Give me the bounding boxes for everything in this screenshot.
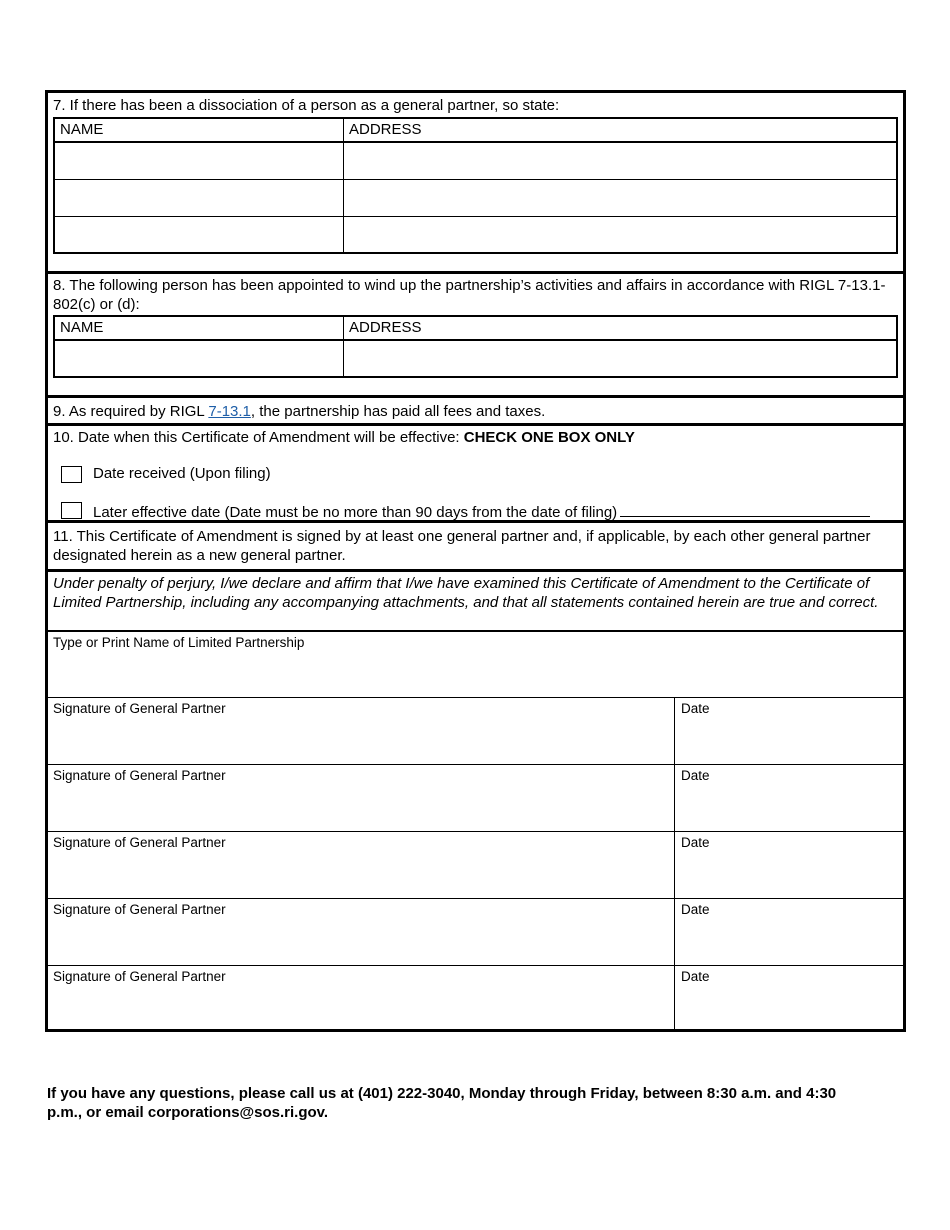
address-column-header: ADDRESS	[349, 319, 422, 336]
check-one-box-notice: CHECK ONE BOX ONLY	[463, 429, 635, 446]
address-field[interactable]	[344, 180, 896, 216]
date-label: Date	[681, 701, 710, 716]
upon-filing-label: Date received (Upon filing)	[93, 465, 271, 482]
effective-date-field[interactable]	[620, 502, 870, 517]
name-field[interactable]	[55, 143, 344, 179]
rigl-link[interactable]: 7-13.1	[208, 403, 251, 420]
lp-name-section[interactable]	[48, 630, 903, 697]
signature-row	[48, 965, 903, 1029]
wind-up-table	[53, 315, 898, 378]
signature-label: Signature of General Partner	[53, 835, 226, 850]
address-field[interactable]	[344, 341, 896, 376]
date-label: Date	[681, 768, 710, 783]
section-9-suffix: , the partnership has paid all fees and taxes.	[250, 403, 546, 420]
perjury-statement	[48, 569, 903, 630]
lp-name-label: Type or Print Name of Limited Partnership	[53, 635, 305, 650]
address-field[interactable]	[344, 143, 896, 179]
signature-row	[48, 764, 903, 831]
address-field[interactable]	[344, 217, 896, 252]
later-date-label: Later effective date (Date must be no more than 90 days from the date of filing)	[93, 504, 618, 521]
signature-label: Signature of General Partner	[53, 902, 226, 917]
table-row	[55, 216, 896, 252]
contact-footer: If you have any questions, please call us at (401) 222-3040, Monday through Friday, between 8:30 a.m. and 4:30 p.m., or email corporations@sos.ri.gov.	[47, 1085, 837, 1121]
section-7	[48, 93, 903, 271]
perjury-text: Under penalty of perjury, I/we declare and affirm that I/we have examined this Certificate of Amendment to the Certificate of Limited Partnership, including any accompanying attachments, and that all statements contained herein are true and correct.	[53, 575, 879, 611]
amendment-form	[45, 90, 906, 1032]
table-row	[55, 340, 896, 376]
signature-row	[48, 898, 903, 965]
table-row	[55, 179, 896, 216]
later-date-checkbox[interactable]	[61, 502, 82, 519]
section-10-text: 10. Date when this Certificate of Amendment will be effective:	[53, 429, 464, 446]
dissociation-table	[53, 117, 898, 254]
table-row	[55, 142, 896, 179]
section-8	[48, 271, 903, 395]
section-7-text: 7. If there has been a dissociation of a person as a general partner, so state:	[53, 97, 560, 114]
signature-label: Signature of General Partner	[53, 768, 226, 783]
date-label: Date	[681, 902, 710, 917]
section-9-prefix: 9. As required by RIGL	[53, 403, 209, 420]
name-field[interactable]	[55, 180, 344, 216]
section-10	[48, 423, 903, 520]
signature-label: Signature of General Partner	[53, 701, 226, 716]
name-field[interactable]	[55, 217, 344, 252]
name-column-header: NAME	[55, 119, 344, 141]
section-11-text: 11. This Certificate of Amendment is signed by at least one general partner and, if applicable, by each other general partner designated herein as a new general partner.	[53, 528, 871, 564]
name-field[interactable]	[55, 341, 344, 376]
name-column-header: NAME	[55, 317, 344, 339]
date-label: Date	[681, 835, 710, 850]
section-9	[48, 395, 903, 423]
date-label: Date	[681, 969, 710, 984]
upon-filing-checkbox[interactable]	[61, 466, 82, 483]
section-11	[48, 520, 903, 569]
address-column-header: ADDRESS	[349, 121, 422, 138]
section-8-text: 8. The following person has been appointed to wind up the partnership’s activities and affairs in accordance with RIGL 7-13.1-802(c) or (d):	[53, 277, 886, 313]
signature-row	[48, 831, 903, 898]
signature-row	[48, 697, 903, 764]
signature-label: Signature of General Partner	[53, 969, 226, 984]
